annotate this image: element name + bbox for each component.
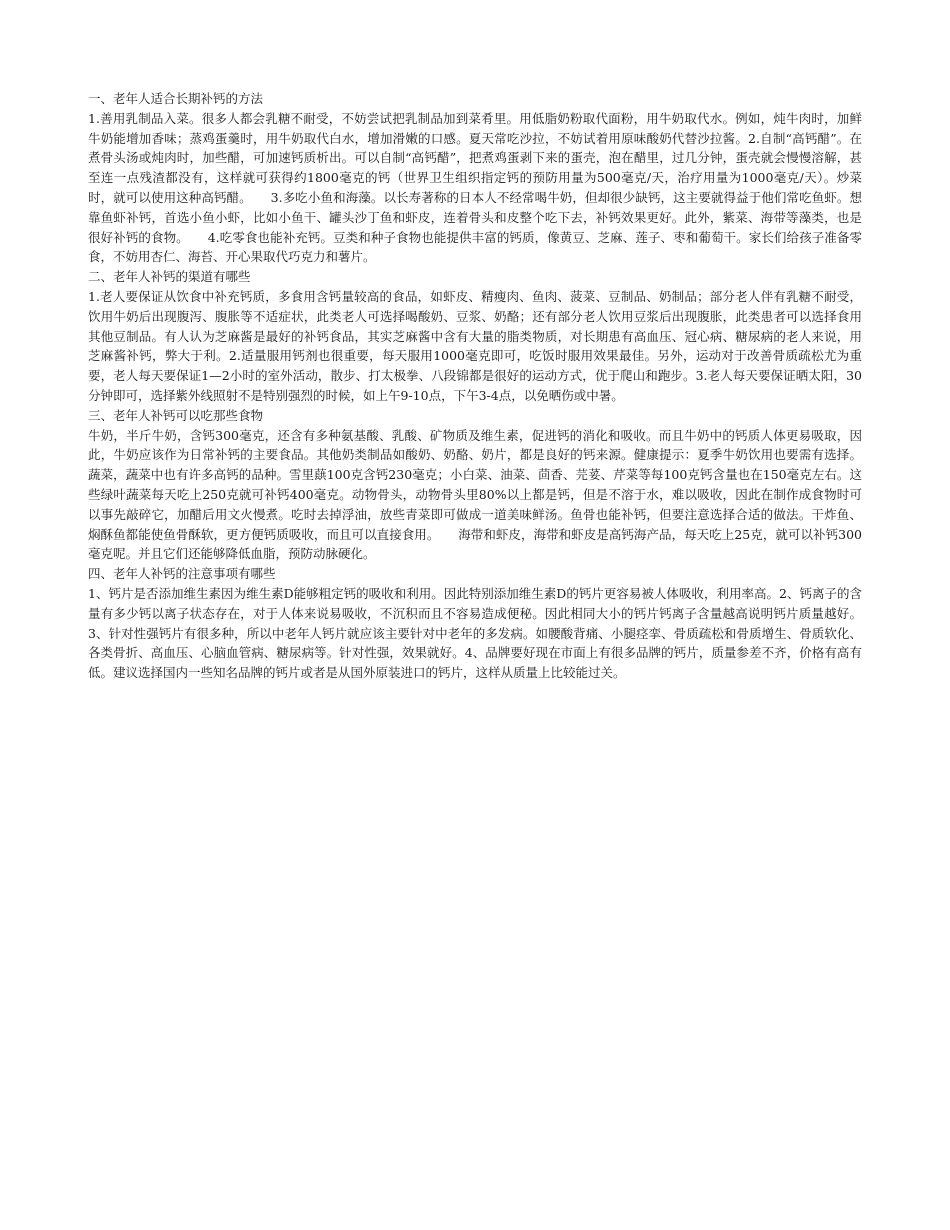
section-3-heading: 三、老年人补钙可以吃那些食物	[88, 407, 264, 423]
document-page	[88, 89, 862, 683]
section-3-body: 牛奶，半斤牛奶，含钙300毫克，还含有多种氨基酸、乳酸、矿物质及维生素，促进钙的消化和吸收。而且牛奶中的钙质人体更易吸取，因此，牛奶应该作为日常补钙的主要食品。其他奶类制品如酸奶、奶酪、奶片，都是良好的钙来源。健康提示：夏季牛奶饮用也要需有选择。蔬菜，蔬菜中也有许多高钙的品种。雪里蕻100克含钙230毫克；小白菜、油菜、茴香、芫荽、芹菜等每100克钙含量也在150毫克左右。这些绿叶蔬菜每天吃上250克就可补钙400毫克。动物骨头，动物骨头里80%以上都是钙，但是不溶于水，难以吸收，因此在制作成食物时可以事先敲碎它，加醋后用文火慢煮。吃时去掉浮油，放些青菜即可做成一道美味鲜汤。鱼骨也能补钙，但要注意选择合适的做法。干炸鱼、焖酥鱼都能使鱼骨酥软，更方便钙质吸收，而且可以直接食用。 海带和虾皮，海带和虾皮是高钙海产品，每天吃上25克，就可以补钙300毫克呢。并且它们还能够降低血脂，预防动脉硬化。	[88, 427, 862, 562]
section-2-heading: 二、老年人补钙的渠道有哪些	[88, 269, 251, 285]
section-4-body: 1、钙片是否添加维生素因为维生素D能够粗定钙的吸收和利用。因此特别添加维生素D的钙片更容易被人体吸收，利用率高。2、钙离子的含量有多少钙以离子状态存在，对于人体来说易吸收，不沉积而且不容易造成便秘。因此相同大小的钙片钙离子含量越高说明钙片质量越好。3、针对性强钙片有很多种，所以中老年人钙片就应该主要针对中老年的多发病。如腰酸背痛、小腿痉挛、骨质疏松和骨质增生、骨质软化、各类骨折、高血压、心脑血管病、糖尿病等。针对性强，效果就好。4、品牌要好现在市面上有很多品牌的钙片，质量参差不齐，价格有高有低。建议选择国内一些知名品牌的钙片或者是从国外原装进口的钙片，这样从质量上比较能过关。	[88, 585, 862, 681]
section-1-body: 1.善用乳制品入菜。很多人都会乳糖不耐受，不妨尝试把乳制品加到菜肴里。用低脂奶粉取代面粉，用牛奶取代水。例如，炖牛肉时，加鲜牛奶能增加香味；蒸鸡蛋羹时，用牛奶取代白水，增加滑嫩的口感。夏天常吃沙拉，不妨试着用原味酸奶代替沙拉酱。2.自制“高钙醋”。在煮骨头汤或炖肉时，加些醋，可加速钙质析出。可以自制“高钙醋”，把煮鸡蛋剥下来的蛋壳，泡在醋里，过几分钟，蛋壳就会慢慢溶解，甚至连一点残渣都没有，这样就可获得约1800毫克的钙（世界卫生组织指定钙的预防用量为500毫克/天，治疗用量为1000毫克/天）。炒菜时，就可以使用这种高钙醋。 3.多吃小鱼和海藻。以长寿著称的日本人不经常喝牛奶，但却很少缺钙，这主要就得益于他们常吃鱼虾。想靠鱼虾补钙，首选小鱼小虾，比如小鱼干、罐头沙丁鱼和虾皮，连着骨头和皮整个吃下去，补钙效果更好。此外，紫菜、海带等藻类，也是很好补钙的食物。 4.吃零食也能补充钙。豆类和种子食物也能提供丰富的钙质，像黄豆、芝麻、莲子、枣和葡萄干。家长们给孩子准备零食，不妨用杏仁、海苔、开心果取代巧克力和薯片。	[88, 110, 862, 265]
section-2-body: 1.老人要保证从饮食中补充钙质，多食用含钙量较高的食品，如虾皮、精瘦肉、鱼肉、菠菜、豆制品、奶制品；部分老人伴有乳糖不耐受，饮用牛奶后出现腹泻、腹胀等不适症状，此类老人可选择喝酸奶、豆浆、奶酪；还有部分老人饮用豆浆后出现腹胀，此类患者可以选择食用其他豆制品。有人认为芝麻酱是最好的补钙食品，其实芝麻酱中含有大量的脂类物质，对长期患有高血压、冠心病、糖尿病的老人来说，用芝麻酱补钙，弊大于利。2.适量服用钙剂也很重要，每天服用1000毫克即可，吃饭时服用效果最佳。另外，运动对于改善骨质疏松尤为重要，老人每天要保证1—2小时的室外活动，散步、打太极拳、八段锦都是很好的运动方式，优于爬山和跑步。3.老人每天要保证晒太阳，30分钟即可，选择紫外线照射不是特别强烈的时候，如上午9-10点，下午3-4点，以免晒伤或中暑。	[88, 288, 862, 403]
section-4-heading: 四、老年人补钙的注意事项有哪些	[88, 566, 276, 582]
section-1-heading: 一、老年人适合长期补钙的方法	[88, 91, 264, 106]
